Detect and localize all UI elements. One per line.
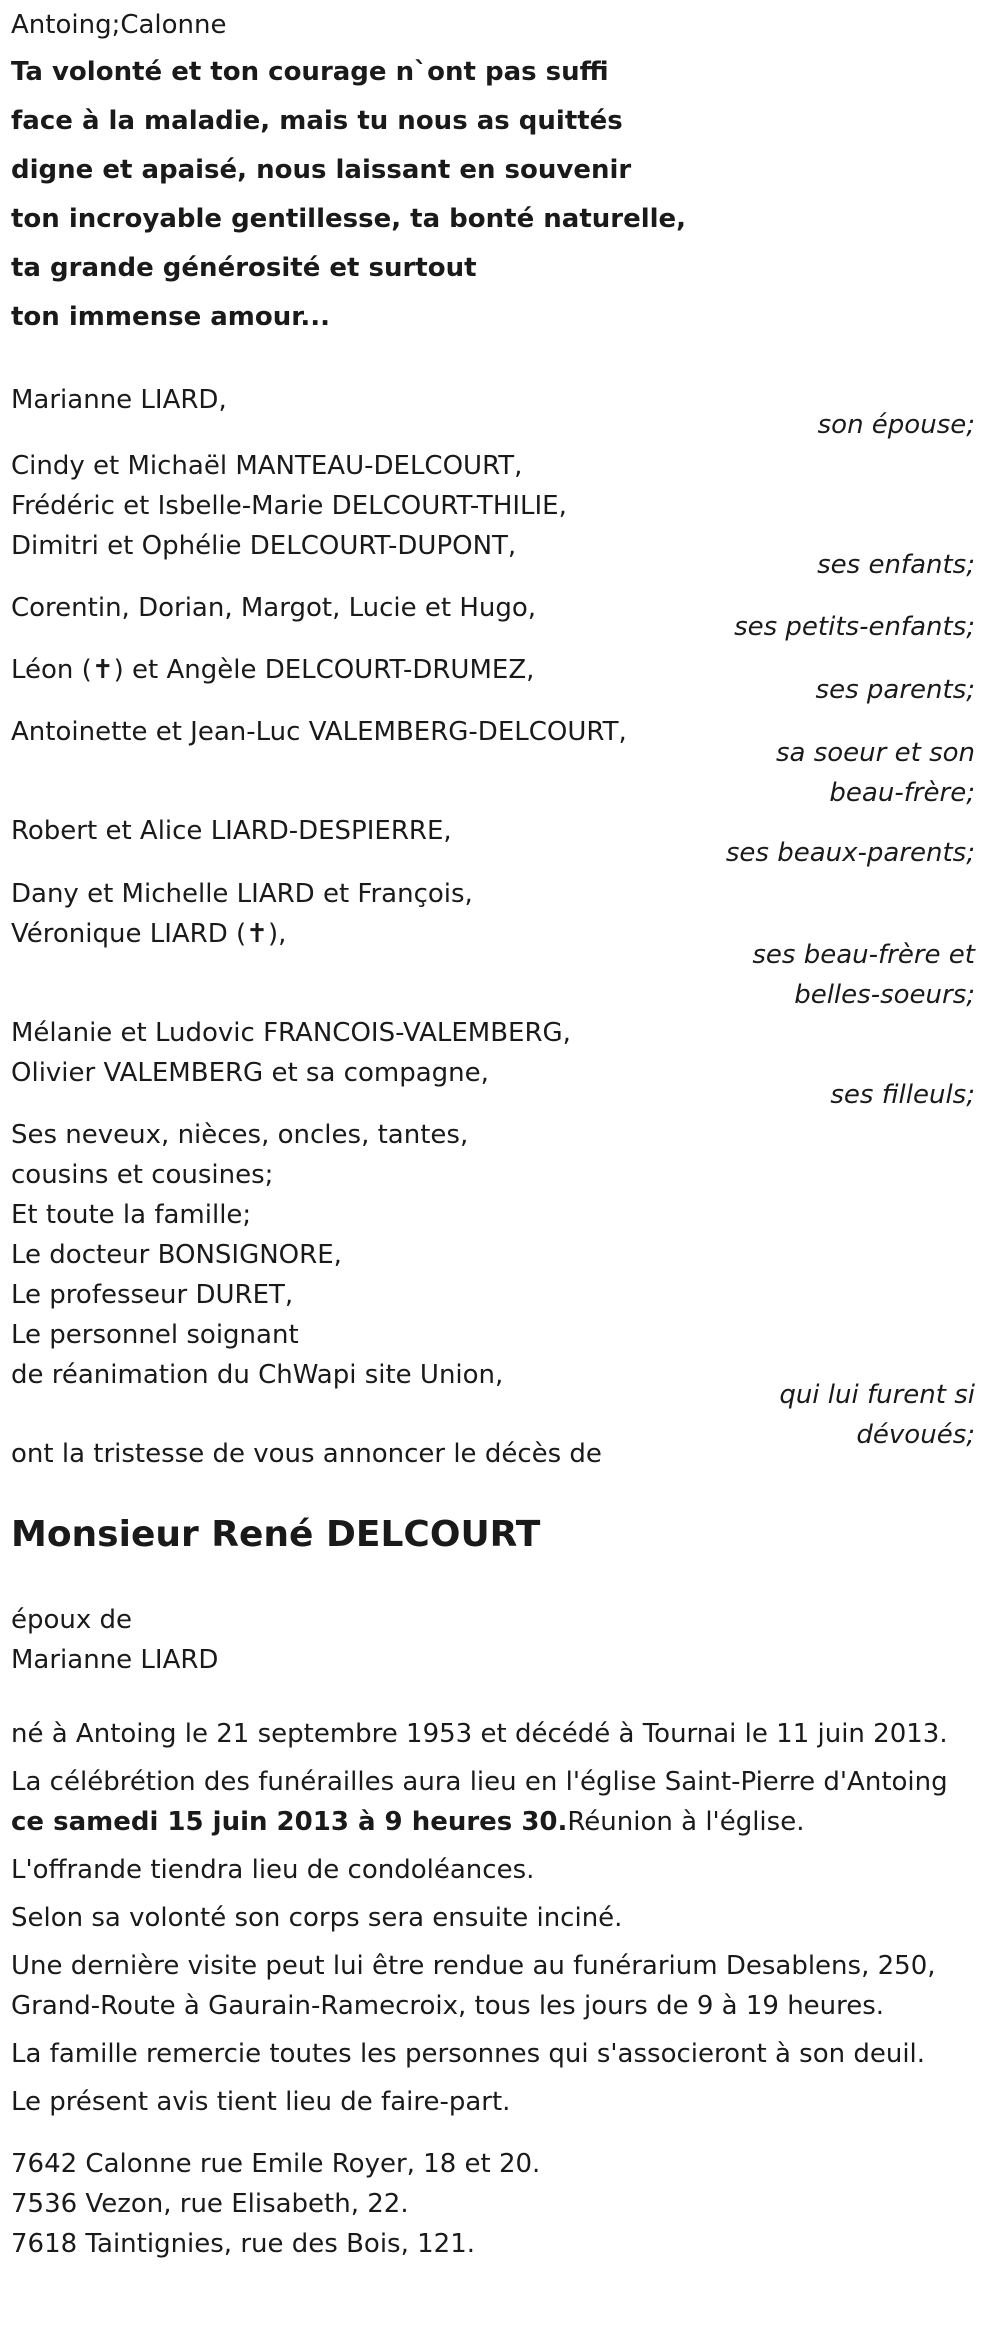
birth-text: né à Antoing le 21 septembre 1953 et décédé à Tournai le 11 juin 2013. <box>11 1719 948 1749</box>
quote-line: digne et apaisé, nous laissant en souvenir <box>11 155 632 185</box>
notice-text: Le présent avis tient lieu de faire-part. <box>11 2087 511 2117</box>
deceased-name: Monsieur René DELCOURT <box>11 1514 541 1555</box>
spouse-line: Marianne LIARD <box>11 1645 219 1675</box>
family-line: Le docteur BONSIGNORE, <box>11 1240 342 1270</box>
address-line: 7642 Calonne rue Emile Royer, 18 et 20. <box>11 2149 541 2179</box>
family-line: Frédéric et Isbelle-Marie DELCOURT-THILIE, <box>11 491 567 521</box>
family-line: Olivier VALEMBERG et sa compagne, <box>11 1058 489 1088</box>
family-role: son épouse; <box>817 410 975 440</box>
family-line: Dany et Michelle LIARD et François, <box>11 879 473 909</box>
family-role: ses beau-frère et belles-soeurs; <box>752 940 975 1010</box>
family-line: cousins et cousines; <box>11 1160 274 1190</box>
quote-block <box>11 48 686 342</box>
family-line: Et toute la famille; <box>11 1200 252 1230</box>
family-names <box>11 650 534 690</box>
family-role: ses enfants; <box>817 550 975 580</box>
family-names <box>11 874 473 954</box>
offering-text: L'offrande tiendra lieu de condoléances. <box>11 1855 535 1885</box>
family-names <box>11 446 567 566</box>
family-names <box>11 380 227 420</box>
family-line: Marianne LIARD, <box>11 385 227 415</box>
family-role: ses filleuls; <box>830 1080 975 1110</box>
family-role: sa soeur et son beau-frère; <box>775 738 975 808</box>
family-line: Cindy et Michaël MANTEAU-DELCOURT, <box>11 451 523 481</box>
spouse-block <box>11 1600 218 1680</box>
thanks-text: La famille remercie toutes les personnes qui s'associeront à son deuil. <box>11 2039 926 2069</box>
quote-line: ton incroyable gentillesse, ta bonté naturelle, <box>11 204 687 234</box>
family-line: Le professeur DURET, <box>11 1280 294 1310</box>
ceremony-text: La célébrétion des funérailles aura lieu en l'église Saint-Pierre d'Antoing <box>11 1767 948 1797</box>
family-line: Corentin, Dorian, Margot, Lucie et Hugo, <box>11 593 537 623</box>
family-role: ses beaux-parents; <box>725 838 975 868</box>
address-line: 7536 Vezon, rue Elisabeth, 22. <box>11 2189 409 2219</box>
announce-text: ont la tristesse de vous annoncer le décès de <box>11 1439 602 1469</box>
family-line: Antoinette et Jean-Luc VALEMBERG-DELCOURT, <box>11 717 627 747</box>
family-names <box>11 712 627 752</box>
address-block <box>11 2144 540 2264</box>
visit-text: Grand-Route à Gaurain-Ramecroix, tous les jours de 9 à 19 heures. <box>11 1991 885 2021</box>
cremation-text: Selon sa volonté son corps sera ensuite inciné. <box>11 1903 623 1933</box>
family-role: qui lui furent si dévoués; <box>779 1380 975 1450</box>
family-line: Véronique LIARD (✝), <box>11 919 287 949</box>
family-names <box>11 588 536 628</box>
family-role: ses petits-enfants; <box>734 612 975 642</box>
family-line: Le personnel soignant <box>11 1320 299 1350</box>
visit-text: Une dernière visite peut lui être rendue au funérarium Desablens, 250, <box>11 1951 936 1981</box>
details-block <box>11 1714 948 2122</box>
quote-line: face à la maladie, mais tu nous as quittés <box>11 106 623 136</box>
family-line: Ses neveux, nièces, oncles, tantes, <box>11 1120 469 1150</box>
family-line: Léon (✝) et Angèle DELCOURT-DRUMEZ, <box>11 655 535 685</box>
family-names <box>11 1115 503 1395</box>
family-line: de réanimation du ChWapi site Union, <box>11 1360 504 1390</box>
ceremony-date-line <box>11 1802 948 1842</box>
ceremony-date: ce samedi 15 juin 2013 à 9 heures 30. <box>11 1807 568 1837</box>
quote-line: ton immense amour... <box>11 302 331 332</box>
quote-line: ta grande générosité et surtout <box>11 253 477 283</box>
family-line: Dimitri et Ophélie DELCOURT-DUPONT, <box>11 531 517 561</box>
quote-line: Ta volonté et ton courage n`ont pas suffi <box>11 57 609 87</box>
family-role: ses parents; <box>815 675 975 705</box>
spouse-line: époux de <box>11 1605 133 1635</box>
family-names <box>11 811 452 851</box>
ceremony-rest: Réunion à l'église. <box>567 1807 805 1837</box>
address-line: 7618 Taintignies, rue des Bois, 121. <box>11 2229 476 2259</box>
header-place: Antoing;Calonne <box>11 10 227 40</box>
family-names <box>11 1013 571 1093</box>
family-line: Robert et Alice LIARD-DESPIERRE, <box>11 816 452 846</box>
family-line: Mélanie et Ludovic FRANCOIS-VALEMBERG, <box>11 1018 571 1048</box>
